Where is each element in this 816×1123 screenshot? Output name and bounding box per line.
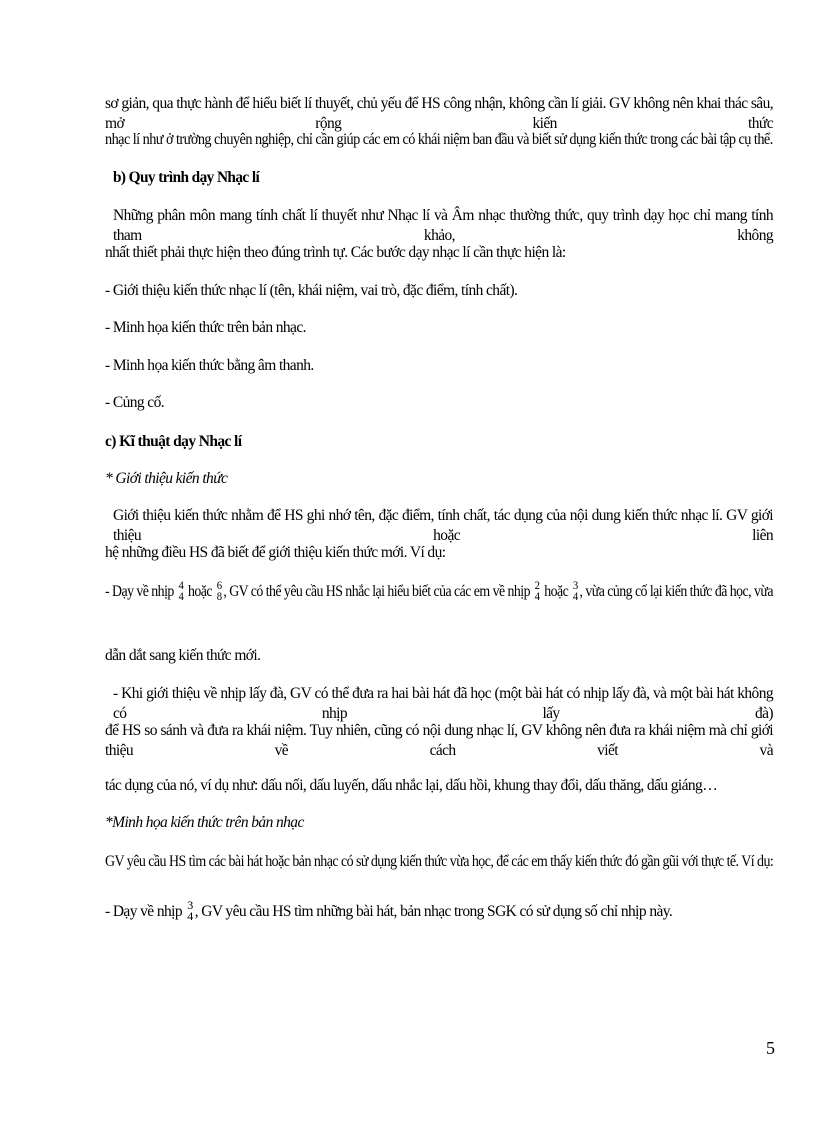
subsection-title: *Minh họa kiến thức trên bản nhạc [105,814,304,831]
example-line [105,898,773,926]
section-c-heading: c) Kĩ thuật dạy Nhạc lí [105,433,242,450]
example-text: hoặc [544,583,569,600]
example-line [105,578,773,606]
example-text: - Dạy về nhịp [105,583,174,600]
time-signature-fraction: 3 4 [187,898,193,924]
paragraph-line: để HS so sánh và đưa ra khái niệm. Tuy nhiên, cũng có nội dung nhạc lí, GV không nên đưa ra khái niệm mà chỉ giới thiệu về cách viết và [105,722,773,759]
time-signature-fraction: 4 4 [178,578,184,604]
subsection-title: * Giới thiệu kiến thức [105,470,228,487]
time-signature-fraction: 3 4 [572,578,578,604]
list-item: - Củng cố. [105,394,165,411]
example-text: , GV có thể yêu cầu HS nhắc lại hiểu biết của các em về nhịp [223,583,530,600]
paragraph-line: nhất thiết phải thực hiện theo đúng trình tự. Các bước dạy nhạc lí cần thực hiện là: [105,244,566,261]
example-text: hoặc [188,583,213,600]
paragraph-line: GV yêu cầu HS tìm các bài hát hoặc bản nhạc có sử dụng kiến thức vừa học, để các em thấy kiến thức đó gần gũi với thực tế. Ví dụ: [105,853,774,870]
paragraph-line: sơ giản, qua thực hành để hiểu biết lí thuyết, chủ yếu để HS công nhận, không cần lí giải. GV không nên khai thác sâu, mở rộng kiến thức [105,95,773,132]
example-text: , GV yêu cầu HS tìm những bài hát, bản nhạc trong SGK có sử dụng số chỉ nhịp này. [194,903,673,920]
list-item: - Minh họa kiến thức bằng âm thanh. [105,357,314,374]
paragraph-line: hệ những điều HS đã biết để giới thiệu kiến thức mới. Ví dụ: [105,544,446,561]
example-text: - Dạy về nhịp [105,903,182,920]
paragraph-line: nhạc lí như ở trường chuyên nghiệp, chỉ cần giúp các em có khái niệm ban đầu và biết sử dụng kiến thức trong các bài tập cụ thể. [105,131,773,148]
time-signature-fraction: 6 8 [216,578,222,604]
example-text: , vừa củng cố lại kiến thức đã học, vừa [579,583,773,600]
time-signature-fraction: 2 4 [534,578,540,604]
paragraph-line: dẫn dắt sang kiến thức mới. [105,647,261,664]
list-item: - Minh họa kiến thức trên bản nhạc. [105,319,306,336]
paragraph-line: tác dụng của nó, ví dụ như: dấu nối, dấu luyến, dấu nhắc lại, dấu hồi, khung thay đổi, dấu thăng, dấu giáng… [105,777,718,794]
list-item: - Giới thiệu kiến thức nhạc lí (tên, khái niệm, vai trò, đặc điểm, tính chất). [105,282,518,299]
paragraph-line: - Khi giới thiệu về nhịp lấy đà, GV có thể đưa ra hai bài hát đã học (một bài hát có nhịp lấy đà, và một bài hát không có nhịp lấy đà) [113,685,773,722]
paragraph-line: Những phân môn mang tính chất lí thuyết như Nhạc lí và Âm nhạc thường thức, quy trình dạy học chỉ mang tính tham khảo, không [113,207,773,244]
paragraph-line: Giới thiệu kiến thức nhằm để HS ghi nhớ tên, đặc điểm, tính chất, tác dụng của nội dung kiến thức nhạc lí. GV giới thiệu hoặc liên [113,507,773,544]
page-number: 5 [766,1038,775,1058]
section-b-heading: b) Quy trình dạy Nhạc lí [113,169,260,186]
